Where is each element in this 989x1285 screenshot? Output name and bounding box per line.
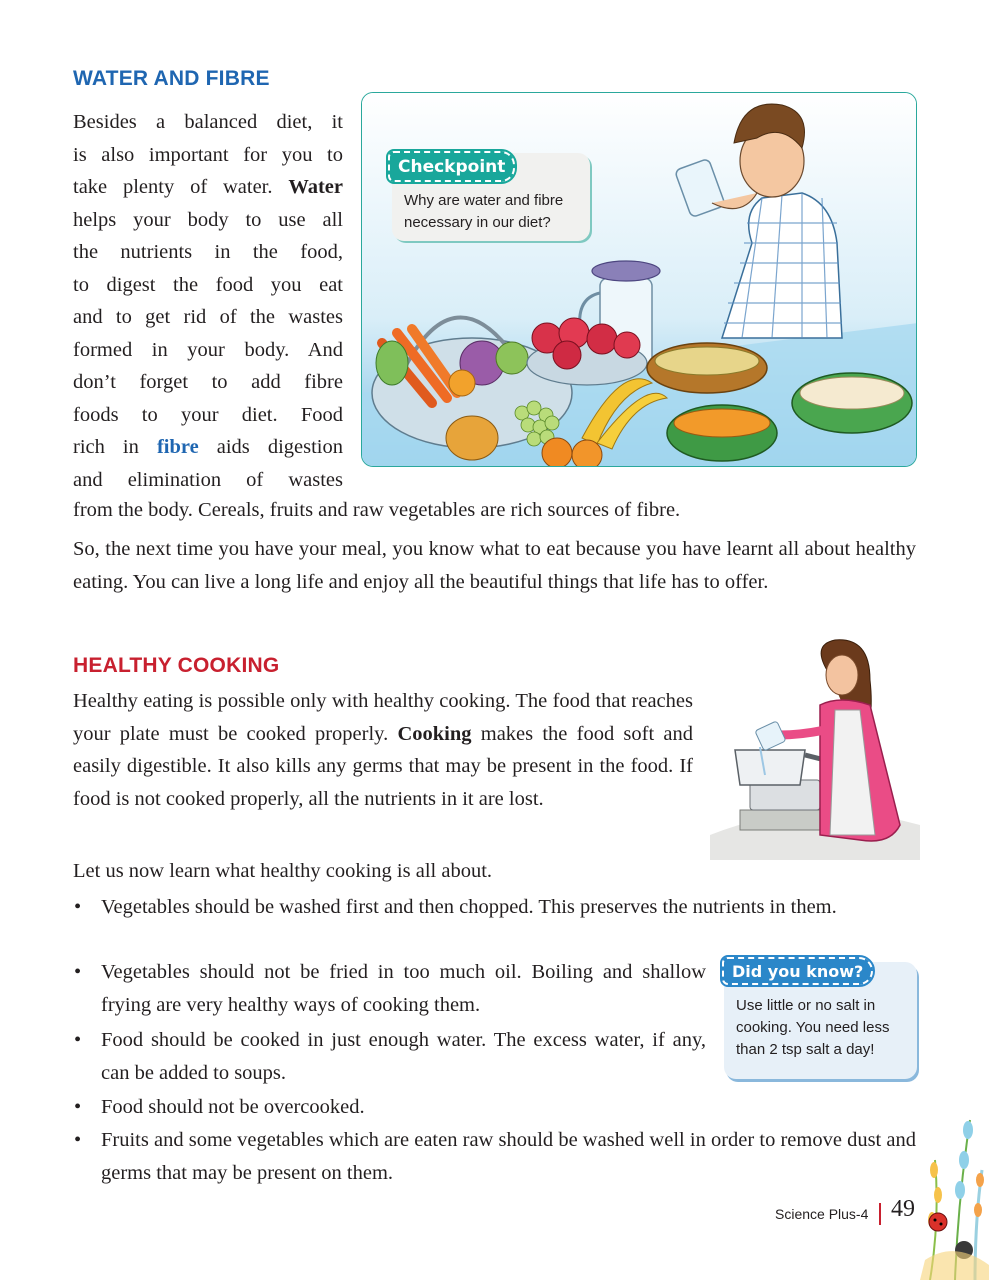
bullet-dot-icon: • — [74, 1096, 82, 1118]
bullet-dot-icon: • — [74, 1129, 82, 1151]
page-number: 49 — [891, 1196, 915, 1222]
paragraph-line: rich in fibre aids digestion — [73, 436, 343, 458]
checkpoint-label: Checkpoint — [388, 151, 515, 182]
paragraph-line: and to get rid of the wastes — [73, 306, 343, 328]
water-fibre-paragraph-2: So, the next time you have your meal, you know what to eat because you have learnt all about healthy eating. You can live a long life and enjoy all the beautiful things that life has to offer. — [73, 538, 916, 593]
paragraph-line: and elimination of wastes — [73, 468, 343, 491]
section-heading-healthy-cooking: HEALTHY COOKING — [73, 654, 280, 677]
bullet-item: • Food should be cooked in just enough water. The excess water, if any, can be added to soups. — [74, 1024, 714, 1089]
paragraph-line: take plenty of water. Water — [73, 176, 343, 198]
paragraph-line: foods to your diet. Food — [73, 403, 343, 426]
food-and-boy-image — [362, 93, 917, 467]
paragraph-line: helps your body to use all — [73, 208, 343, 231]
bullet-item: • Food should not be overcooked. — [74, 1091, 714, 1124]
paragraph-line: the nutrients in the food, — [73, 241, 343, 263]
section-heading-water-fibre: WATER AND FIBRE — [73, 67, 270, 90]
floral-decoration-icon — [920, 1100, 989, 1280]
bullet-dot-icon: • — [74, 896, 82, 918]
did-you-know-label: Did you know? — [722, 957, 873, 985]
paragraph-line: is also important for you to — [73, 143, 343, 166]
paragraph-line: to digest the food you eat — [73, 273, 343, 296]
paragraph-line: formed in your body. And — [73, 338, 343, 361]
woman-cooking-illustration — [710, 635, 920, 860]
paragraph-line: Besides a balanced diet, it — [73, 111, 343, 133]
did-you-know-text: Use little or no salt in cooking. You need less than 2 tsp salt a day! — [736, 997, 890, 1058]
footer-divider — [879, 1203, 881, 1225]
healthy-cooking-paragraph: Healthy eating is possible only with healthy cooking. The food that reaches your plate must be cooked properly. Cooking makes the food soft and easily digestible. It also kills any germs that may be present in the food. If food is not cooked properly, all the nutrients in it are lost. — [73, 690, 694, 810]
bullet-item: • Vegetables should be washed first and then chopped. This preserves the nutrients in them. — [74, 891, 916, 956]
footer-book-title: Science Plus-4 — [775, 1206, 869, 1222]
checkpoint-question: Why are water and fibre necessary in our diet? — [404, 192, 564, 231]
water-fibre-paragraph-tail: from the body. Cereals, fruits and raw vegetables are rich sources of fibre. — [73, 499, 681, 521]
paragraph-line: don’t forget to add fibre — [73, 371, 343, 393]
bullet-item: • Fruits and some vegetables which are eaten raw should be washed well in order to remove dust and germs that may be present on them. — [74, 1124, 916, 1189]
bullet-dot-icon: • — [74, 1029, 82, 1051]
water-fibre-paragraph — [73, 106, 343, 496]
bullet-item: • Vegetables should not be fried in too much oil. Boiling and shallow frying are very healthy ways of cooking them. — [74, 956, 714, 1021]
bullet-dot-icon: • — [74, 961, 82, 983]
drinking-water-illustration — [361, 92, 917, 467]
healthy-cooking-intro: Let us now learn what healthy cooking is all about. — [73, 860, 493, 882]
